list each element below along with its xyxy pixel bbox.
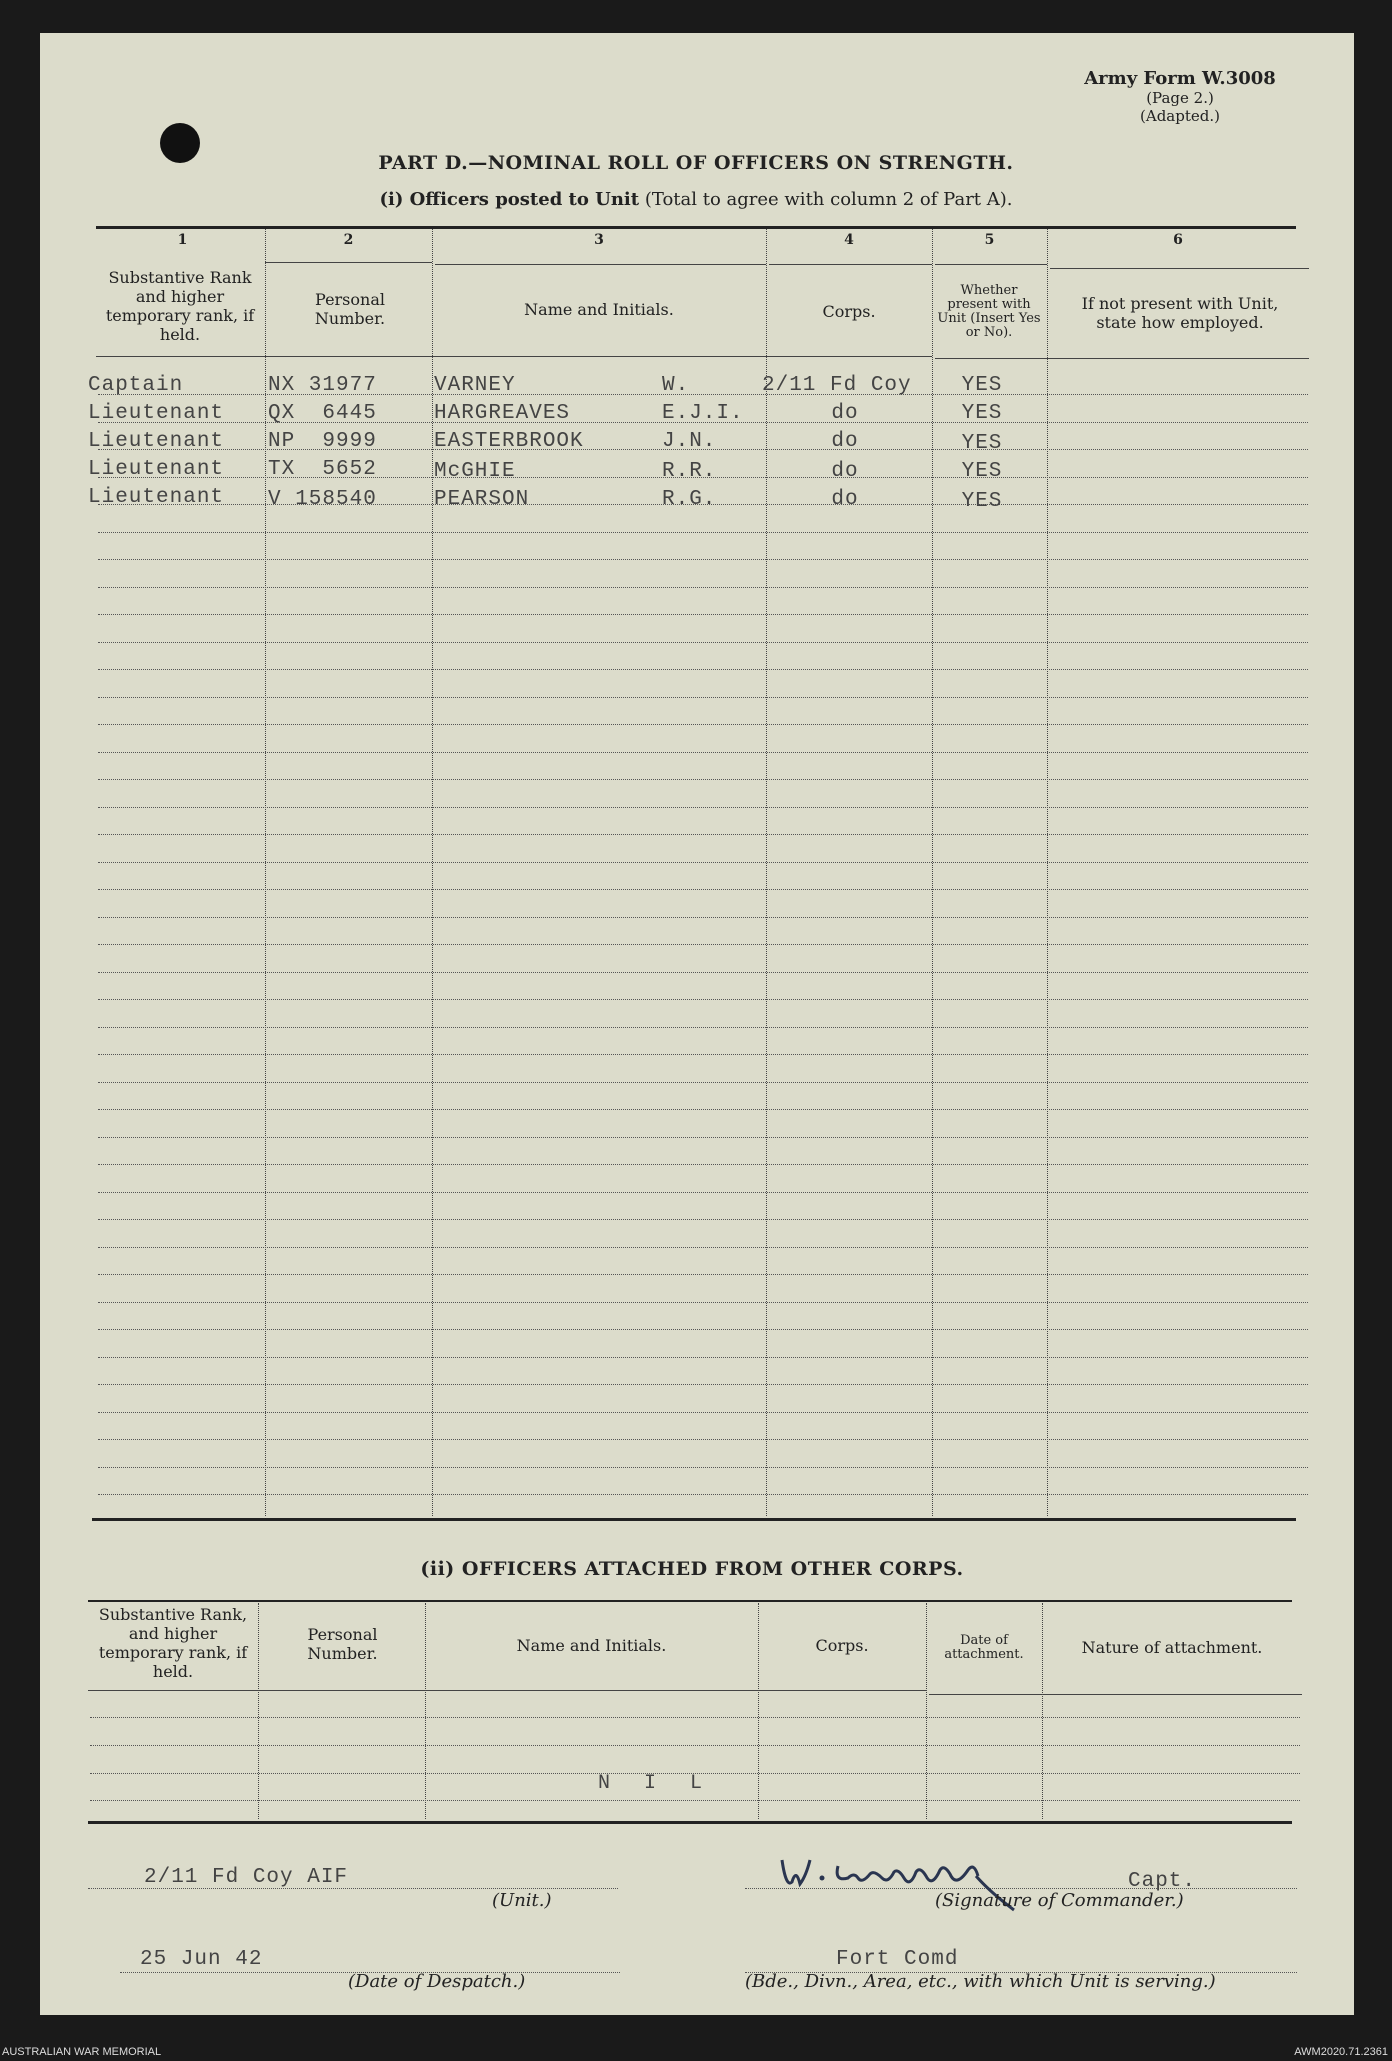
ruled-line [98, 752, 1308, 753]
ruled-line [98, 1274, 1308, 1275]
column-number-6: 6 [1173, 232, 1183, 248]
archive-credit: AUSTRALIAN WAR MEMORIAL [2, 2046, 162, 2058]
row-3-corps: do [831, 430, 859, 453]
row-3-surname: EASTERBROOK [434, 430, 584, 453]
row-5-surname: PEARSON [434, 488, 530, 511]
row-1-rank: Captain [88, 374, 184, 397]
table-top-rule [96, 226, 1296, 229]
row-2-surname: HARGREAVES [434, 402, 571, 425]
unit-value: 2/11 Fd Coy AIF [144, 1866, 349, 1889]
ruled-line [98, 1357, 1308, 1358]
row-4-initials: R.R. [662, 460, 717, 483]
header-present: Whether present with Unit (Insert Yes or No). [937, 283, 1041, 340]
part-ii-title: (ii) OFFICERS ATTACHED FROM OTHER CORPS. [420, 1558, 964, 1580]
row-5-corps: do [831, 488, 859, 511]
ruled-line [98, 724, 1308, 725]
form-id-adapted: (Adapted.) [1140, 107, 1220, 125]
signature-label: (Signature of Commander.) [935, 1890, 1184, 1911]
ruled-line [98, 1494, 1308, 1495]
ruled-line [98, 559, 1308, 560]
form-id [1050, 68, 1310, 125]
ii-header-corps: Corps. [815, 1636, 869, 1655]
ii-header-nature: Nature of attachment. [1081, 1638, 1263, 1657]
ruled-line [98, 1302, 1308, 1303]
header-sep-2 [435, 264, 766, 265]
ruled-line [98, 614, 1308, 615]
header-sep-3 [769, 264, 932, 265]
header-corps: Corps. [822, 302, 876, 321]
ii-header-bottom-1 [88, 1690, 926, 1691]
ii-header-date: Date of attachment. [944, 1633, 1024, 1662]
ruled-line [98, 1384, 1308, 1385]
table-bottom-rule [92, 1518, 1296, 1521]
ruled-line [98, 1164, 1308, 1165]
header-bottom-1 [96, 356, 932, 357]
ii-col-divider-1 [258, 1603, 259, 1819]
form-id-page: (Page 2.) [1146, 89, 1214, 107]
ruled-line [98, 1412, 1308, 1413]
part-ii-top-rule [88, 1600, 1292, 1602]
row-1-initials: W. [662, 374, 690, 397]
ruled-line [98, 779, 1308, 780]
signature-rank: Capt. [1128, 1870, 1197, 1893]
ruled-line [90, 1745, 1300, 1746]
column-number-3: 3 [594, 232, 604, 248]
date-label: (Date of Despatch.) [348, 1971, 526, 1992]
ruled-line [98, 862, 1308, 863]
ruled-line [98, 1054, 1308, 1055]
ruled-line [98, 642, 1308, 643]
row-2-present: YES [961, 402, 1003, 425]
part-d-title: PART D.—NOMINAL ROLL OF OFFICERS ON STRENGTH. [378, 152, 1014, 174]
formation-value: Fort Comd [836, 1948, 959, 1971]
header-sep-1 [265, 262, 432, 263]
header-employment: If not present with Unit, state how employed. [1081, 294, 1279, 332]
ruled-line [98, 1329, 1308, 1330]
part-d-subtitle-bold: (i) Officers posted to Unit [379, 189, 640, 210]
ruled-line [90, 1800, 1300, 1801]
row-5-rank: Lieutenant [88, 486, 225, 509]
ruled-line [98, 807, 1308, 808]
header-sep-5 [1050, 268, 1309, 269]
ruled-line [98, 999, 1308, 1000]
row-4-surname: McGHIE [434, 460, 516, 483]
row-5-number: V 158540 [268, 488, 377, 511]
ruled-line [98, 1219, 1308, 1220]
row-1-present: YES [961, 374, 1003, 397]
ruled-line [98, 1192, 1308, 1193]
row-2-rank: Lieutenant [88, 402, 225, 425]
date-value: 25 Jun 42 [140, 1948, 263, 1971]
part-d-subtitle [96, 189, 1296, 210]
column-number-4: 4 [844, 232, 854, 248]
row-4-corps: do [831, 460, 859, 483]
ruled-line [98, 1439, 1308, 1440]
form-id-title: Army Form W.3008 [1084, 68, 1276, 89]
row-3-rank: Lieutenant [88, 430, 225, 453]
header-personal-number: Personal Number. [314, 290, 386, 328]
column-number-5: 5 [984, 232, 995, 248]
ruled-line [98, 889, 1308, 890]
archive-reference: AWM2020.71.2361 [1294, 2046, 1388, 2058]
row-4-present: YES [961, 460, 1003, 483]
ruled-line [98, 944, 1308, 945]
header-bottom-2 [935, 358, 1309, 359]
header-name-initials: Name and Initials. [524, 300, 674, 319]
ruled-line [98, 697, 1308, 698]
ii-col-divider-4 [926, 1603, 927, 1819]
part-d-subtitle-rest: (Total to agree with column 2 of Part A). [644, 189, 1013, 210]
ruled-line [98, 1247, 1308, 1248]
nil-entry: N I L [597, 1772, 702, 1795]
row-5-initials: R.G. [662, 488, 717, 511]
row-3-initials: J.N. [662, 430, 717, 453]
row-2-initials: E.J.I. [662, 402, 744, 425]
row-2-corps: do [831, 402, 859, 425]
ruled-line [98, 669, 1308, 670]
ruled-line [98, 917, 1308, 918]
ruled-line [98, 532, 1308, 533]
ruled-line [98, 1082, 1308, 1083]
row-1-corps: 2/11 Fd Coy [762, 374, 912, 397]
row-4-number: TX 5652 [268, 458, 377, 481]
ruled-line [98, 834, 1308, 835]
part-ii-bottom-rule [88, 1821, 1292, 1824]
header-rank: Substantive Rank and higher temporary rank, if held. [105, 268, 255, 344]
row-5-present: YES [961, 490, 1003, 513]
ii-header-name-initials: Name and Initials. [516, 1636, 667, 1655]
unit-label: (Unit.) [492, 1890, 552, 1911]
column-number-2: 2 [343, 232, 354, 248]
ruled-line [98, 1137, 1308, 1138]
row-3-present: YES [961, 432, 1003, 455]
ruled-line [98, 1109, 1308, 1110]
row-3-number: NP 9999 [268, 430, 377, 453]
row-4-rank: Lieutenant [88, 458, 225, 481]
ruled-line [98, 587, 1308, 588]
ruled-line [98, 972, 1308, 973]
ii-header-personal-number: Personal Number. [307, 1625, 378, 1663]
ruled-line [98, 1467, 1308, 1468]
ii-col-divider-5 [1042, 1603, 1043, 1819]
row-1-surname: VARNEY [434, 374, 516, 397]
ii-header-bottom-2 [929, 1694, 1302, 1695]
header-sep-4 [935, 264, 1047, 265]
ii-header-rank: Substantive Rank, and higher temporary rank, if held. [98, 1605, 248, 1681]
row-1-number: NX 31977 [268, 374, 377, 397]
ruled-line [98, 1027, 1308, 1028]
formation-label: (Bde., Divn., Area, etc., with which Unit is serving.) [745, 1971, 1216, 1992]
row-2-number: QX 6445 [268, 402, 377, 425]
column-number-1: 1 [177, 232, 188, 248]
ruled-line [90, 1717, 1300, 1718]
